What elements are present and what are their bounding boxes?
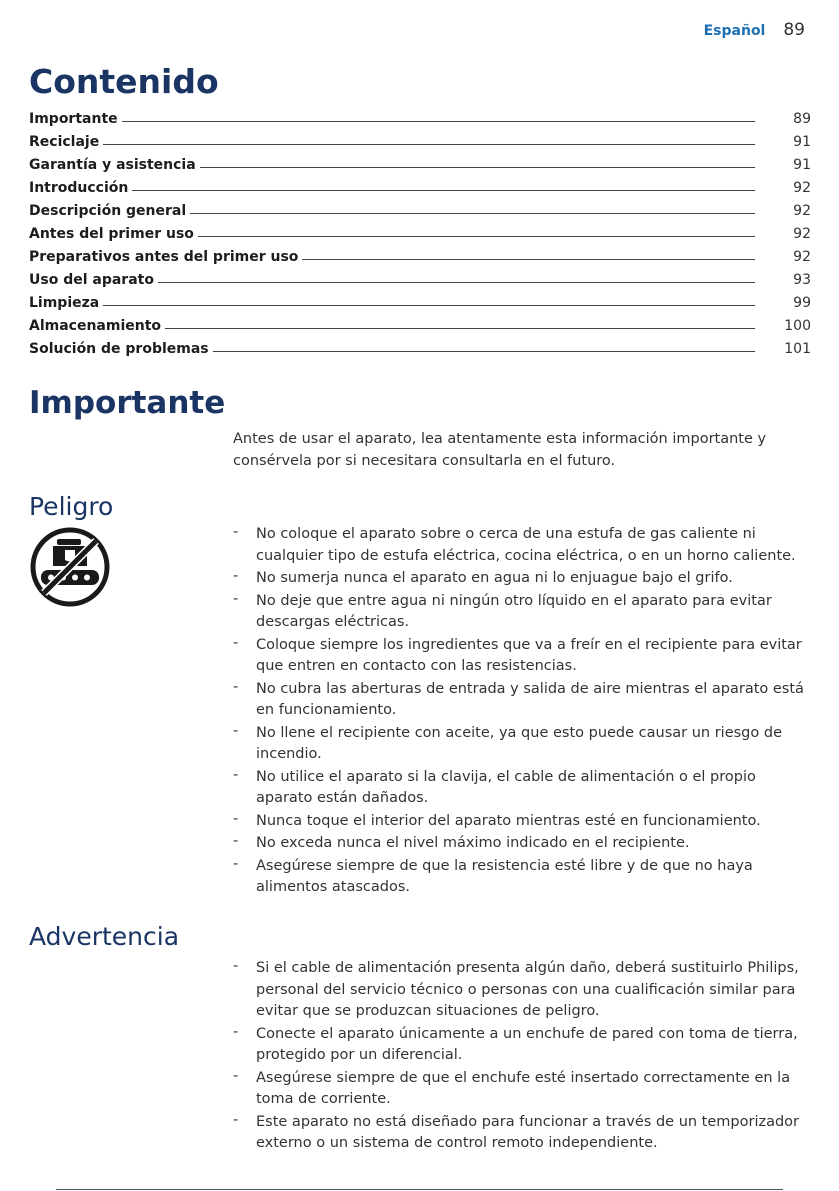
list-item (233, 833, 811, 855)
toc-entry-label: Antes del primer uso (29, 226, 194, 242)
toc-entry[interactable] (29, 265, 811, 288)
toc-leader-line (302, 259, 755, 260)
toc-leader-line (132, 190, 755, 191)
table-of-contents (29, 104, 811, 357)
toc-leader-line (200, 167, 755, 168)
toc-leader-line (213, 351, 755, 352)
section-title-advertencia: Advertencia (29, 922, 180, 951)
toc-entry[interactable] (29, 288, 811, 311)
toc-entry[interactable] (29, 334, 811, 357)
list-item (233, 635, 811, 678)
toc-entry-page: 89 (793, 111, 811, 127)
toc-entry[interactable] (29, 242, 811, 265)
toc-entry-page: 100 (784, 318, 811, 334)
list-item (233, 958, 811, 1023)
toc-entry[interactable] (29, 173, 811, 196)
toc-entry-page: 101 (784, 341, 811, 357)
toc-entry-label: Importante (29, 111, 118, 127)
intro-paragraph: Antes de usar el aparato, lea atentamente esta información importante y consérvela por si necesitara consultarla en el futuro. (233, 431, 767, 469)
bullet-dash: - (233, 958, 239, 974)
bullet-dash: - (233, 678, 239, 695)
toc-entry-label: Almacenamiento (29, 318, 162, 334)
list-item-text: Asegúrese siempre de que la resistencia esté libre y de que no haya alimentos atascados. (256, 857, 753, 895)
toc-entry[interactable] (29, 219, 811, 242)
toc-entry-label: Solución de problemas (29, 341, 209, 357)
list-item-text: Asegúrese siempre de que el enchufe esté insertado correctamente en la toma de corriente. (256, 1069, 791, 1107)
list-item (233, 1068, 811, 1111)
toc-leader-line (103, 144, 755, 145)
list-item-text: No deje que entre agua ni ningún otro líquido en el aparato para evitar descargas eléctricas. (256, 592, 772, 630)
section-title-peligro: Peligro (29, 492, 114, 521)
bullet-dash: - (233, 810, 239, 827)
advertencia-list (233, 958, 811, 1156)
toc-entry-label: Uso del aparato (29, 272, 154, 288)
language-label: Español (703, 23, 766, 39)
list-item-text: Si el cable de alimentación presenta algún daño, deberá sustituirlo Philips, personal del servicio técnico o personas con una cualificación similar para evitar que se produzcan situaciones de peligro. (256, 960, 799, 1019)
toc-entry[interactable] (29, 104, 811, 127)
toc-title: Contenido (29, 62, 219, 101)
toc-entry[interactable] (29, 196, 811, 219)
toc-entry-page: 99 (793, 295, 811, 311)
toc-leader-line (122, 121, 755, 122)
toc-leader-line (190, 213, 755, 214)
list-item-text: Coloque siempre los ingredientes que va a freír en el recipiente para evitar que entren en contacto con las resistencias. (256, 636, 802, 674)
section-title-importante: Importante (29, 385, 226, 421)
list-item-text: No sumerja nunca el aparato en agua ni lo enjuague bajo el grifo. (256, 570, 733, 586)
list-item-text: Nunca toque el interior del aparato mientras esté en funcionamiento. (256, 812, 761, 829)
list-item-text: No cubra las aberturas de entrada y salida de aire mientras el aparato está en funcionamiento. (256, 680, 804, 718)
toc-entry-label: Descripción general (29, 203, 187, 219)
bullet-dash: - (233, 590, 239, 607)
page-number: 89 (783, 20, 805, 40)
list-item (233, 856, 811, 899)
list-item-text: No utilice el aparato si la clavija, el cable de alimentación o el propio aparato están dañados. (256, 768, 756, 806)
list-item-text: Este aparato no está diseñado para funcionar a través de un temporizador externo o un sistema de control remoto independiente. (256, 1113, 800, 1151)
peligro-list (233, 524, 811, 900)
toc-entry[interactable] (29, 127, 811, 150)
toc-entry-label: Limpieza (29, 295, 100, 311)
bullet-dash: - (233, 634, 239, 651)
list-item-text: Conecte el aparato únicamente a un enchufe de pared con toma de tierra, protegido por un diferencial. (256, 1025, 798, 1063)
list-item (233, 568, 811, 590)
toc-entry-page: 92 (793, 203, 811, 219)
toc-entry-label: Preparativos antes del primer uso (29, 249, 299, 265)
list-item-text: No coloque el aparato sobre o cerca de una estufa de gas caliente ni cualquier tipo de estufa eléctrica, cocina eléctrica, o en un horno caliente. (256, 526, 796, 564)
toc-entry-page: 92 (793, 180, 811, 196)
no-stove-warning-icon (29, 526, 111, 608)
toc-leader-line (103, 305, 755, 306)
list-item (233, 723, 811, 766)
toc-entry[interactable] (29, 150, 811, 173)
list-item (233, 1024, 811, 1067)
toc-entry-label: Garantía y asistencia (29, 157, 196, 173)
list-item (233, 524, 811, 567)
bullet-dash: - (233, 855, 239, 872)
toc-leader-line (158, 282, 755, 283)
list-item (233, 767, 811, 810)
bullet-dash: - (233, 766, 239, 783)
toc-entry-page: 92 (793, 249, 811, 265)
list-item (233, 679, 811, 722)
toc-entry-page: 92 (793, 226, 811, 242)
toc-entry-page: 91 (793, 157, 811, 173)
toc-entry-page: 93 (793, 272, 811, 288)
list-item (233, 811, 811, 833)
list-item (233, 1112, 811, 1155)
page-header (704, 20, 805, 40)
footer-rule (56, 1189, 783, 1190)
list-item (233, 591, 811, 634)
bullet-dash: - (233, 722, 239, 739)
bullet-dash: - (233, 1023, 239, 1040)
bullet-dash: - (233, 1111, 239, 1128)
list-item-text: No exceda nunca el nivel máximo indicado en el recipiente. (256, 835, 690, 851)
bullet-dash: - (233, 524, 239, 540)
bullet-dash: - (233, 833, 239, 849)
list-item-text: No llene el recipiente con aceite, ya que esto puede causar un riesgo de incendio. (256, 724, 782, 762)
toc-entry-label: Introducción (29, 180, 129, 196)
toc-entry-page: 91 (793, 134, 811, 150)
toc-leader-line (165, 328, 755, 329)
toc-leader-line (198, 236, 755, 237)
bullet-dash: - (233, 568, 239, 584)
bullet-dash: - (233, 1067, 239, 1084)
toc-entry[interactable] (29, 311, 811, 334)
toc-entry-label: Reciclaje (29, 134, 100, 150)
